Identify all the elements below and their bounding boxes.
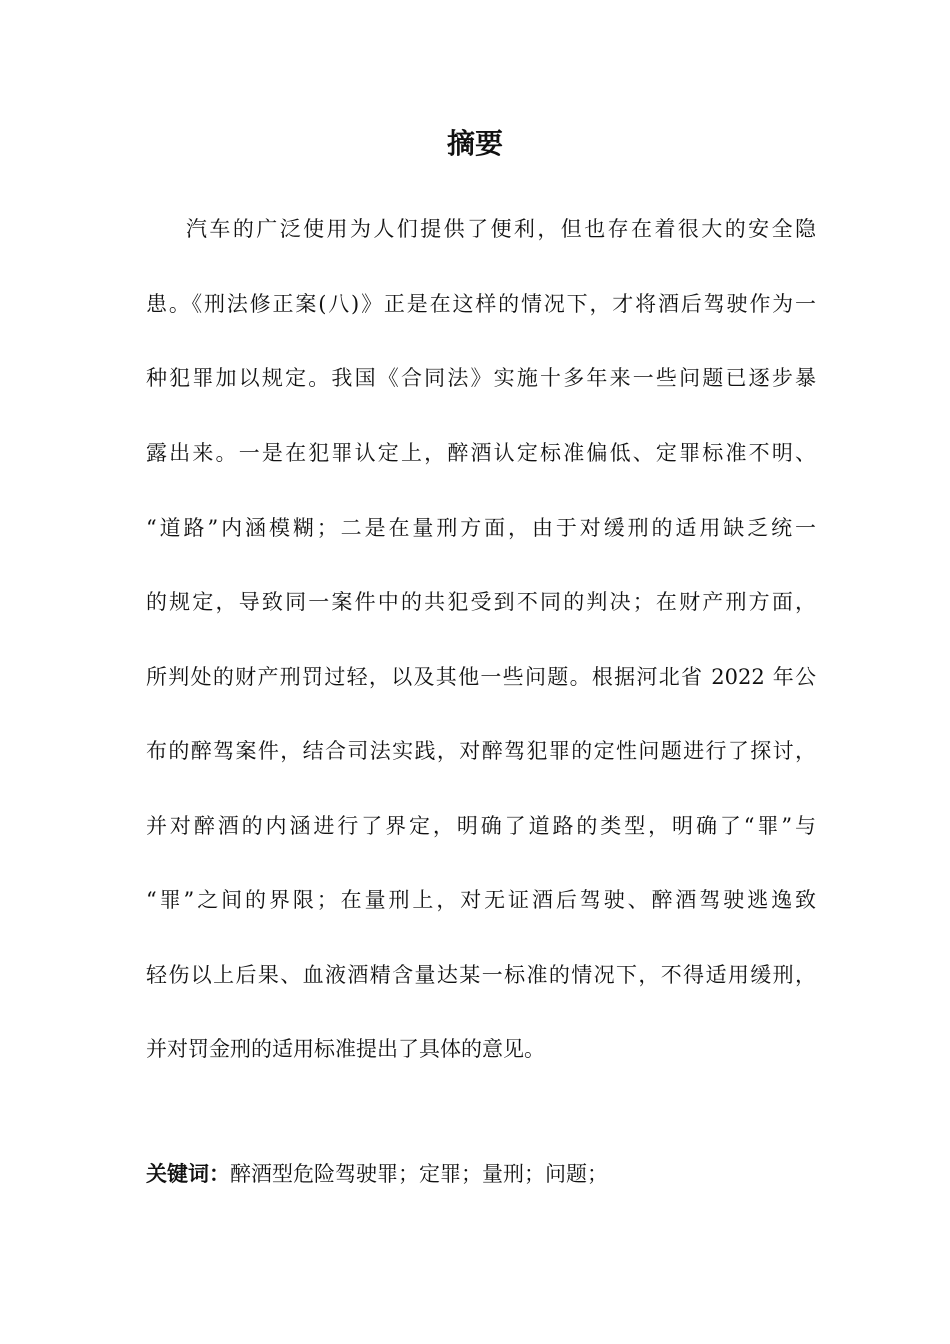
abstract-line-12: 并对罚金刑的适用标准提出了具体的意见。 xyxy=(146,1037,545,1061)
keywords-line xyxy=(146,1154,816,1194)
page-title: 摘要 xyxy=(446,127,503,160)
abstract-line-4: 露出来。一是在犯罪认定上，醉酒认定标准偏低、定罪标准不明、 xyxy=(146,441,816,465)
keywords-label: 关键词： xyxy=(146,1162,230,1186)
abstract-line-3: 种犯罪加以规定。我国《合同法》实施十多年来一些问题已逐步暴 xyxy=(146,366,816,390)
abstract-line-9: 并对醉酒的内涵进行了界定，明确了道路的类型，明确了“罪”与 xyxy=(146,814,816,838)
abstract-line-10: “罪”之间的界限；在量刑上，对无证酒后驾驶、醉酒驾驶逃逸致 xyxy=(146,888,816,912)
abstract-line-1: 汽车的广泛使用为人们提供了便利，但也存在着很大的安全隐 xyxy=(186,217,816,241)
abstract-line-5: “道路”内涵模糊；二是在量刑方面，由于对缓刑的适用缺乏统一 xyxy=(146,516,816,540)
abstract-line-6: 的规定，导致同一案件中的共犯受到不同的判决；在财产刑方面， xyxy=(146,590,816,614)
abstract-line-8: 布的醉驾案件，结合司法实践，对醉驾犯罪的定性问题进行了探讨， xyxy=(146,739,816,763)
abstract-line-11: 轻伤以上后果、血液酒精含量达某一标准的情况下，不得适用缓刑， xyxy=(146,963,816,987)
abstract-line-7: 所判处的财产刑罚过轻，以及其他一些问题。根据河北省 2022 年公 xyxy=(146,665,816,689)
keywords-value: 醉酒型危险驾驶罪；定罪；量刑；问题； xyxy=(230,1162,608,1186)
abstract-line-2: 患。《刑法修正案(八)》正是在这样的情况下，才将酒后驾驶作为一 xyxy=(146,292,816,316)
